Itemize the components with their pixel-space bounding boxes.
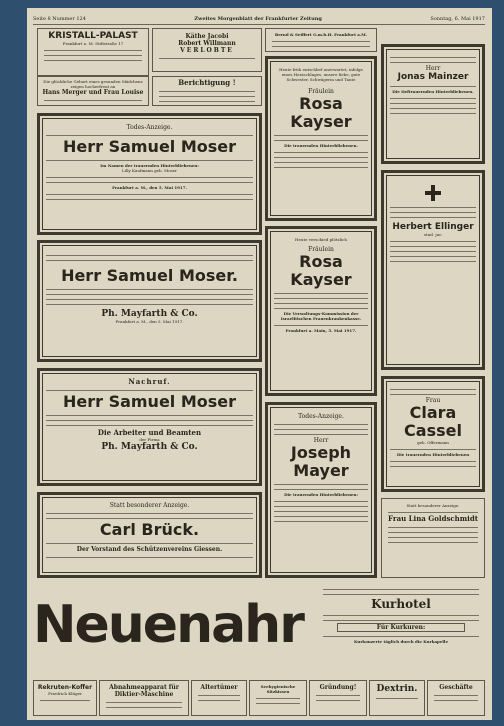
moser2-firm: Ph. Mayfarth & Co.	[101, 309, 198, 319]
mainzer-notice	[381, 44, 485, 164]
mayer-death-notice	[265, 402, 377, 578]
bottom-ad-6-title: Dextrin.	[376, 684, 418, 694]
kayser-notice-2	[265, 226, 377, 396]
bottom-ad-3	[191, 680, 247, 716]
birth-names: Hans Merger und Frau Louise	[42, 89, 144, 96]
moser3-firm2: der Firma	[139, 437, 160, 442]
mainzer-name: Jonas Mainzer	[397, 72, 469, 82]
moser2-place: Frankfurt a. M., den 5. Mai 1917.	[115, 319, 184, 324]
moser3-firm: Ph. Mayfarth & Co.	[101, 442, 198, 452]
kayser1-label: Fräulein	[308, 88, 334, 95]
kayser2-place: Frankfurt a. Main, 5. Mai 1917.	[285, 328, 357, 333]
cassel-notice	[381, 376, 485, 492]
verlobte-label: VERLOBTE	[180, 47, 234, 54]
moser1-sub: Im Namen der trauernden Hinterbliebenen:	[100, 163, 199, 168]
ellinger-sub: stud. jur.	[424, 232, 442, 237]
kayser2-verw: Die Verwaltungs-Kommission der Israelitischen Frauenkrankenkasse.	[280, 311, 362, 321]
moser2-name: Herr Samuel Moser.	[61, 266, 238, 285]
bottom-ad-1	[33, 680, 97, 716]
kristall-title: KRISTALL-PALAST	[48, 31, 138, 41]
bruck-verein: Der Vorstand des Schützenvereins Giessen.	[76, 546, 223, 553]
bruck-name: Carl Brück.	[99, 520, 200, 539]
leyen-line: Bernd & Seiffert G.m.b.H. Frankfurt a.M.	[274, 32, 368, 37]
leyen-ad	[265, 28, 377, 52]
kurhotel-title: Kurhotel	[371, 597, 431, 611]
willmann-name: Robert Willmann	[178, 40, 236, 47]
goldschmidt-notice	[381, 498, 485, 578]
kayser2-intro: Heute verschied plötzlich	[295, 237, 347, 242]
mayer-name: Joseph Mayer	[290, 443, 352, 480]
newspaper-page	[27, 8, 492, 720]
bottom-ad-1-sub: Friedrich Klüger	[48, 691, 82, 696]
cassel-hint: Die trauernden Hinterbliebenen	[396, 452, 470, 457]
bottom-ad-1-title: Rekruten-Koffer	[37, 684, 93, 691]
moser3-heading: Nachruf.	[128, 377, 171, 386]
moser3-name: Herr Samuel Moser	[62, 392, 237, 411]
mayer-heading: Todes-Anzeige.	[298, 413, 344, 420]
kristall-palast-ad	[37, 28, 149, 76]
kayser1-name: Rosa Kayser	[290, 94, 352, 131]
moser3-workers: Die Arbeiter und Beamten	[97, 428, 202, 437]
moser1-place: Frankfurt a. M., den 5. Mai 1917.	[112, 185, 187, 190]
kurkonzerte-text: Kurkonzerte täglich durch die Kurkapelle	[354, 639, 448, 644]
mainzer-label: Herr	[425, 65, 441, 72]
mayer-label: Herr	[313, 437, 329, 444]
moser-death-notice-1	[37, 113, 262, 235]
iron-cross-icon	[425, 185, 441, 201]
bruck-notice	[37, 492, 262, 578]
mainzer-sub: Die tieftrauernden Hinterbliebenen.	[392, 89, 474, 94]
jacobi-engagement-ad	[152, 28, 262, 72]
jacobi-name: Käthe Jacobi	[185, 33, 229, 40]
kurkuren-label: Für Kurkuren:	[337, 623, 465, 632]
page-header	[33, 14, 485, 25]
kayser1-intro: Heute früh entschlief unerwartet, infolge eines Herzschlages, unsere liebe, gute Schwester, Schwägerin und Tante	[279, 67, 363, 82]
moser1-heading: Todes-Anzeige.	[126, 124, 173, 131]
bottom-ad-4	[249, 680, 307, 716]
bruck-top: Statt besonderer Anzeige.	[109, 502, 190, 509]
header-page-number: Seite 8 Nummer 124	[33, 16, 86, 22]
goldschmidt-top: Statt besonderer Anzeige.	[406, 503, 460, 508]
header-newspaper-name: Zweites Morgenblatt der Frankfurter Zeitung	[194, 16, 322, 22]
moser1-names: Lilly Kaufmann geb. Moser	[122, 168, 177, 173]
bottom-ad-5	[309, 680, 367, 716]
ellinger-name: Herbert Ellinger	[392, 222, 474, 232]
goldschmidt-name: Frau Lina Goldschmidt	[388, 514, 478, 523]
bottom-ad-4-title: Seehygienische Sitzkissen	[260, 684, 296, 694]
moser1-name: Herr Samuel Moser	[62, 137, 237, 156]
bottom-ad-6	[369, 680, 425, 716]
cassel-name: Clara Cassel	[404, 403, 462, 440]
kayser-notice-1	[265, 56, 377, 221]
berichtigung-ad	[152, 76, 262, 106]
ellinger-notice	[381, 170, 485, 370]
moser-death-notice-2	[37, 240, 262, 362]
kayser1-sub: Die trauernden Hinterbliebenen.	[284, 143, 358, 148]
bottom-ad-5-title: Gründung!	[319, 684, 357, 691]
birth-ad	[37, 76, 149, 106]
neuenahr-banner: Neuenahr	[33, 595, 303, 655]
kayser2-label: Fräulein	[308, 246, 334, 253]
kurhotel-ad	[317, 585, 485, 677]
moser-nachruf	[37, 368, 262, 486]
kristall-text: Frankfurt a. M. Stiftstraße 17	[62, 41, 124, 46]
berichtigung-title: Berichtigung !	[178, 78, 236, 87]
birth-text: Die glückliche Geburt eines gesunden Mädchens zeigen hocherfreut an	[43, 79, 143, 89]
bottom-ad-7	[427, 680, 485, 716]
bottom-ad-2-title: Abnahmeapparat für Diktier-Maschine	[109, 684, 179, 698]
mayer-sub: Die trauernden Hinterbliebenen:	[284, 492, 358, 497]
cassel-sub: geb. Offermann	[417, 440, 449, 445]
cassel-label: Frau	[425, 397, 441, 404]
kayser2-name: Rosa Kayser	[290, 252, 352, 289]
bottom-ad-3-title: Altertümer	[200, 684, 238, 691]
bottom-ad-7-title: Geschäfte	[439, 684, 473, 691]
header-date: Sonntag, 6. Mai 1917	[430, 16, 485, 22]
bottom-ad-2	[99, 680, 189, 716]
